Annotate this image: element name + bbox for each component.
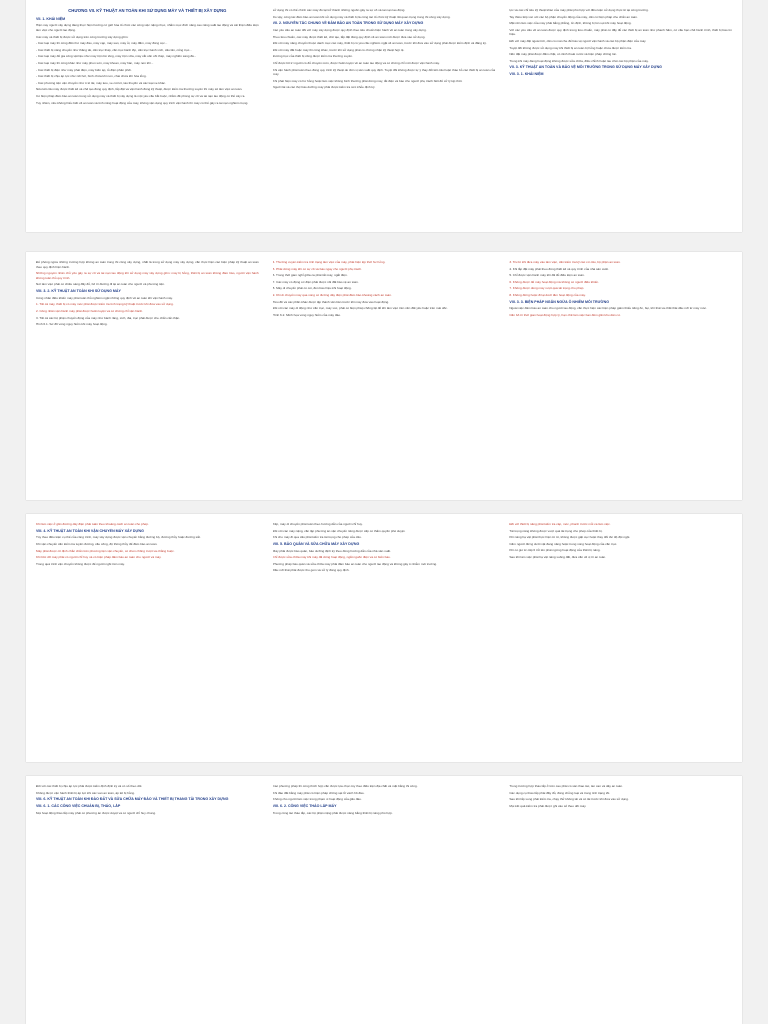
paragraph: Tuy nhiên, nếu không hiểu biết về an toàn và tính năng hoạt động của máy, không vận dụng quy trình vận hành thì máy có thể gây ra tai nạn nghiêm trọng. — [36, 100, 249, 105]
paragraph: Các yêu cầu an toàn đối với máy xây dựng được quy định theo tiêu chuẩn hiện hành về an toàn trong xây dựng. — [272, 27, 427, 32]
paragraph: Phương pháp bảo quản và sửa chữa máy phải đảm bảo an toàn cho người lao động và không gây ô nhiễm môi trường. — [272, 561, 438, 566]
text-column — [509, 8, 732, 226]
text-column — [273, 260, 496, 494]
section-heading: VII. 3. KỸ THUẬT AN TOÀN VÀ BẢO VỆ MÔI TRƯỜNG TRONG SỬ DỤNG MÁY XÂY DỰNG — [509, 65, 662, 70]
chapter-title: CHƯƠNG VII. KỸ THUẬT AN TOÀN KHI SỬ DỤNG MÁY VÀ THIẾT BỊ XÂY DỰNG — [68, 8, 227, 13]
paragraph: 5. Chỉ được vận hành máy khi đã đủ điều kiện an toàn. — [509, 273, 585, 278]
paragraph: Không cho người làm việc trong phạm vi hoạt động của gầu đào. — [272, 797, 362, 802]
section-heading: VII. 1. KHÁI NIỆM — [36, 16, 66, 21]
paragraph: Các dụng cụ tháo lắp phải đầy đủ, đúng chủng loại và trong tình trạng tốt. — [509, 790, 611, 795]
section-heading: VIII. 3. 2. KỸ THUẬT AN TOÀN KHI SỬ DỤNG MÁY — [36, 288, 121, 293]
paragraph: Máy phải được cố định chắc chắn trên phương tiện vận chuyển, có chèn chống trượt và chằng buộc. — [36, 548, 175, 553]
paragraph: Khi nâng hạ vật phải thực hiện từ từ, không được giật cục hoặc thay đổi tốc độ đột ngột. — [509, 535, 631, 540]
paragraph: - Các thiết bị nâng chuyển như thăng tải, cần trục tháp, cần trục bánh lốp, cần trục bánh xích, cầu lăn, cổng trục... — [36, 47, 192, 52]
paragraph: 6. Không được để máy hoạt động mà không có người điều khiển. — [509, 279, 600, 284]
paragraph: Các phương pháp thi công thích hợp cần được lựa chọn tùy theo điều kiện địa chất và mặt bằng thi công. — [272, 784, 418, 788]
paragraph: 3. Tất cả các bộ phận chuyển động của máy như bánh răng, xích, đai, trục phải được che chắn cẩn thận. — [36, 315, 181, 320]
text-column — [36, 784, 259, 1018]
section-heading: VIII. 3. 3. BIỆN PHÁP NGĂN NGỪA Ô NHIỄM MÔI TRƯỜNG — [509, 299, 610, 304]
paragraph: Nền đặt máy phải được đầm chặt, có rãnh thoát nước và biện pháp chống lún. — [509, 52, 618, 57]
page-columns — [36, 8, 732, 226]
paragraph: Sau khi làm việc phải hạ vật nâng xuống đất, đưa cần về vị trí an toàn. — [509, 554, 606, 559]
page-columns — [36, 784, 732, 1018]
paragraph: 9. Khi di chuyển máy qua vùng có đường dây điện phải đảm bảo khoảng cách an toàn. — [272, 292, 392, 297]
paragraph: sử dụng thì có thể chính các máy đó lại trở thành những nguồn gây ra sự cố và tai nạn lao động. — [272, 8, 406, 12]
paragraph: Khi vận hành phải tuân theo đúng quy trình kỹ thuật do đơn vị sản xuất quy định. Tuyệt đối không được tự ý thay đổi kết cấu hoặc tháo bỏ các thiết bị an toàn của máy. — [272, 67, 496, 77]
paragraph: 7. Không được dùng máy vượt quá tải trọng cho phép. — [509, 286, 585, 291]
paragraph: 5. Phải dừng máy khi có sự cố và báo ngay cho người phụ trách. — [272, 266, 362, 271]
text-column — [273, 784, 496, 1018]
paragraph: Mọi kết quả kiểm tra phải được ghi vào sổ theo dõi máy. — [509, 803, 587, 808]
paragraph: Mọi hoạt động tháo lắp máy phải có phương án được duyệt và có người chỉ huy chung. — [36, 810, 156, 815]
paragraph: Với các yêu cầu về an toàn được quy định trong tiêu chuẩn, máy phải có đầy đủ các thiết bị an toàn như phanh hãm, cơ cấu hạn chế hành trình, thiết bị báo tín hiệu. — [509, 27, 732, 37]
paragraph: 4. Thường xuyên kiểm tra tình trạng làm việc của máy, phát hiện kịp thời hư hỏng. — [272, 260, 386, 264]
text-column — [36, 8, 259, 226]
paragraph: Xếp, máy di chuyển phải tuân theo hướng dẫn của người chỉ huy. — [272, 522, 363, 526]
paragraph: Cấm người đứng dưới vật đang nâng hoặc trong vùng hoạt động của cần trục. — [509, 541, 618, 546]
paragraph: Chỉ được bố trí người có đủ chuyên môn, được huấn luyện về an toàn lao động và có chứng chỉ mới được vận hành máy. — [272, 60, 440, 65]
paragraph: Tùy theo điều kiện cụ thể của công trình, máy xây dựng được vận chuyển bằng đường bộ, đường thủy hoặc đường sắt. — [36, 535, 201, 540]
paragraph: - Các thiết bị chịu áp lực như nồi hơi, bình chứa khí nén, chai chứa khí hóa lỏng. — [36, 74, 147, 79]
paragraph: Đối với các thiết bị chịu áp lực phải được kiểm định định kỳ và có sổ theo dõi. — [36, 784, 143, 788]
section-heading: VII. 2. NGUYÊN TẮC CHUNG VỀ ĐẢM BẢO AN TOÀN TRONG SỬ DỤNG MÁY XÂY DỰNG — [272, 21, 424, 26]
paragraph: 6. Trong thời gian nghỉ giữa ca phải tắt máy, ngắt điện. — [272, 273, 348, 278]
paragraph: Tay thiêu tiếp xúc với các bộ phận chuyển động của máy, cần có biện pháp che chắn an toàn. — [509, 14, 638, 19]
page-columns — [36, 522, 732, 756]
document-page-1 — [26, 0, 742, 232]
paragraph: 8. Không đứng hoặc đi lại dưới tầm hoạt động của máy. — [509, 292, 586, 297]
document-page-4 — [26, 776, 742, 1024]
paragraph: Nếu kết cấu máy được thiết kế và chế tạo đúng quy định, lắp đặt và vận hành đúng kỹ thuật, được kiểm tra thường xuyên thì máy sẽ làm việc an toàn. — [36, 87, 243, 92]
page-columns — [36, 260, 732, 494]
paragraph: 2. Công nhân vận hành máy phải được huấn luyện và có chứng chỉ vận hành. — [36, 308, 143, 313]
paragraph: Máy phải được bảo quản, bảo dưỡng định kỳ theo đúng hướng dẫn của nhà sản xuất. — [272, 548, 391, 553]
text-column — [273, 8, 496, 226]
paragraph: Công nhân điều khiển máy phải tuân thủ nghiêm ngặt những quy định về an toàn khi vận hành máy. — [36, 295, 173, 300]
section-heading: VIII. 4. KỸ THUẬT AN TOÀN KHI VẬN CHUYỂN MÁY XÂY DỰNG — [36, 528, 144, 533]
paragraph: Ngoài việc đảm bảo an toàn cho người lao động, cần thực hiện các biện pháp giảm thiểu tiếng ồn, bụi, khí thải và chất thải dầu mỡ từ máy móc. — [509, 306, 707, 311]
paragraph: Tiêu đề và các phần khác được lập thành văn bản trước khi máy đưa vào hoạt động. — [272, 299, 390, 304]
section-heading: VIII. 6. 1. CÁC CÔNG VIỆC CHUẨN BỊ, THÁO, LẮP — [36, 803, 121, 808]
paragraph: Đường trục của thiết bị cũng được kiểm tra thường xuyên. — [272, 54, 353, 59]
paragraph: Dầu mỡ thải phải được thu gom và xử lý đúng quy định. — [272, 568, 350, 573]
paragraph: Đối với các máy di động như cần trục, máy xúc, phải có biện pháp chống lật đổ khi làm việc trên nền đất yếu hoặc trên mái dốc. — [272, 306, 448, 311]
paragraph: Theo tiêu chuẩn, các máy được thiết kế, chế tạo, lắp đặt đúng quy định về an toàn mới được đưa vào sử dụng. — [272, 34, 426, 39]
section-heading: VIII. 6. KỸ THUẬT AN TOÀN KHI ĐÀO ĐẤT VÀ SỬA CHỮA MÁY ĐÀO VÀ THIẾT BỊ THANG TẢI TRONG XÂY DỰNG — [36, 797, 229, 802]
section-heading: VIII. 6. 2. CÔNG VIỆC THÁO LẮP MÁY — [272, 803, 337, 808]
section-heading: VIII. 5. BẢO QUẢN VÀ SỬA CHỮA MÁY XÂY DỰNG — [272, 541, 360, 546]
paragraph: Nơi làm việc phải có chiếu sáng đầy đủ, bố trí đường đi lại an toàn cho người và phương tiện. — [36, 282, 165, 287]
paragraph: - Các loại máy thi công khác như máy phun sơn, máy khoan, máy hàn, máy nén khí... — [36, 60, 154, 65]
text-column — [36, 260, 259, 494]
paragraph: 8. Máy di chuyển phải có còi, đèn báo hiệu khi hoạt động. — [272, 286, 352, 291]
paragraph: Có biện pháp đảm bảo an toàn trong sử dụng máy và thiết bị xây dựng là một yêu cầu bắt buộc, nhằm đề phòng sự cố và tai nạn lao động có thể xảy ra. — [36, 93, 246, 98]
paragraph: Cần bố trí thời gian hoạt động hợp lý, hạn chế làm việc ban đêm gần khu dân cư. — [509, 312, 621, 317]
text-column — [273, 522, 496, 756]
paragraph: Sau khi lắp xong phải kiểm tra, chạy thử không tải và có tải trước khi đưa vào sử dụng. — [509, 797, 629, 802]
paragraph: Do vậy, công tác đảm bảo an toàn khi sử dụng máy và thiết bị là công tác tổ chức kỹ thuật rất quan trọng trong thi công xây dựng. — [272, 14, 451, 19]
paragraph: Trong khi máy đang hoạt động không được sửa chữa, điều chỉnh hoặc lau chùi các bộ phận của máy. — [509, 58, 649, 63]
paragraph: - Các thiết bị điện như máy phát điện, máy biến áp, tủ điện phân phối. — [36, 67, 132, 72]
paragraph: Khi cho máy đi qua cầu phải kiểm tra tải trọng cho phép của cầu. — [272, 535, 362, 540]
paragraph: Tuyệt đối không được sử dụng máy khi thiết bị an toàn bị hỏng hoặc chưa được kiểm tra. — [509, 45, 632, 50]
paragraph: 3. Trước khi đưa máy vào làm việc, cần kiểm tra kỹ các cơ cấu, bộ phận an toàn. — [509, 260, 621, 264]
paragraph: Các máy và thiết bị được sử dụng trên công trường xây dựng gồm: — [36, 34, 129, 39]
paragraph: Khi làm việc ở gần đường dây điện phải tuân theo khoảng cách an toàn cho phép. — [36, 522, 149, 526]
paragraph: Người lái và các thợ bảo dưỡng máy phải được kiểm tra sức khỏe định kỳ. — [272, 85, 376, 90]
paragraph: Chỉ được sửa chữa máy khi máy đã dừng hoạt động, ngắt nguồn điện và có biển báo. — [272, 555, 391, 560]
paragraph: - Các loại máy để gia công vật liệu như máy trộn bê tông, máy trộn vữa, máy cắt uốn cốt thép, máy nghiền sàng đá... — [36, 54, 197, 59]
text-column — [509, 522, 732, 756]
text-column — [36, 522, 259, 756]
paragraph: Đối với máy nâng chuyển thuộc danh mục các máy, thiết bị có yêu cầu nghiêm ngặt về an toàn, trước khi đưa vào sử dụng phải được kiểm định và đăng ký. — [272, 41, 487, 46]
paragraph: Không được vận hành thiết bị áp lực khi các van an toàn, áp kế bị hỏng. — [36, 790, 135, 795]
text-column — [509, 260, 732, 494]
paragraph: Hình 6.1. Sơ đồ vùng nguy hiểm khi máy hoạt động. — [36, 322, 108, 327]
section-heading: VIII. 3. 1. KHÁI NIỆM — [509, 72, 544, 77]
paragraph: Đối với các máy nặng, cần lập phương án vận chuyển riêng được cấp có thẩm quyền phê duyệt. — [272, 528, 406, 533]
paragraph: Hình 6.2. Minh họa vùng nguy hiểm của máy đào. — [272, 312, 341, 317]
paragraph: Trong quá trình vận chuyển không được để người ngồi trên máy. — [36, 561, 125, 566]
paragraph: Trong công tác tháo lắp, các bộ phận nặng phải được nâng bằng thiết bị nâng phù hợp. — [272, 810, 393, 815]
paragraph: Đối với máy đặt ngoài trời, cần có mái che để bảo vệ người vận hành và các bộ phận điện của máy. — [509, 38, 647, 43]
paragraph: Mặt nền làm việc của máy phải bằng phẳng, ổn định, không bị lún sụt khi máy hoạt động. — [509, 21, 632, 26]
paragraph: Khi vận chuyển cần kiểm tra tuyến đường, cầu cống, độ thông thủy để đảm bảo an toàn. — [36, 541, 158, 546]
paragraph: Những nguyên nhân chủ yếu gây ra sự cố và tai nạn lao động khi sử dụng máy xây dựng gồm: máy bị hỏng, thiết bị an toàn không đảm bảo, người vận hành không tuân thủ quy trình. — [36, 271, 259, 280]
paragraph: - Các loại máy thi công đất như máy đào, máy cạp, máy san, máy ủi, máy đầm, máy đóng cọc... — [36, 41, 168, 46]
paragraph: Tải trọng nâng không được vượt quá tải trọng cho phép của thiết bị. — [509, 528, 603, 533]
paragraph: - Các phương tiện vận chuyển như ô tô tải, máy kéo, xe cút kít, tàu thuyền và các loại xe khác. — [36, 80, 166, 85]
paragraph: 4. Khi lắp đặt máy phải theo đúng thiết kế và quy trình của nhà sản xuất. — [509, 266, 609, 271]
paragraph: Để phòng ngừa những trường hợp không an toàn trong thi công xây dựng, nhất là trong sử dụng máy xây dựng, cần thực hiện các biện pháp kỹ thuật an toàn theo quy định hiện hành. — [36, 260, 259, 269]
text-column — [509, 784, 732, 1018]
paragraph: Khi đào đất bằng máy phải có biện pháp chống sạt lở vách hố đào. — [272, 790, 365, 795]
paragraph: Đối với thiết bị nâng phải kiểm tra cáp, móc, phanh trước mỗi ca làm việc. — [509, 522, 611, 526]
document-page-3 — [26, 514, 742, 762]
paragraph: Khi bốc dỡ máy phải có người chỉ huy và có biện pháp đảm bảo an toàn cho người và máy. — [36, 555, 162, 560]
paragraph: 7. Các máy có động cơ điện phải được nối đất bảo vệ an toàn. — [272, 279, 359, 284]
document-page-2 — [26, 252, 742, 500]
paragraph: 1. Tất cả máy, thiết bị có máy móc phải được kiểm tra tình trạng kỹ thuật trước khi đưa vào sử dụng. — [36, 302, 174, 307]
paragraph: Hiện nay người xây dựng đang thực hiện hướng cơ giới hóa tổ chức các công việc nặng nhọc, nhằm mục đích nâng cao năng suất lao động và cải thiện điều kiện làm việc cho người lao động. — [36, 23, 259, 32]
paragraph: Khi phát hiện máy có hư hỏng hoặc làm việc không bình thường phải dừng máy, tắt điện và báo cho người phụ trách biết để xử lý kịp thời. — [272, 78, 463, 83]
paragraph: Trong trường hợp tháo lắp ở trên cao phải có sàn thao tác, lan can và dây an toàn. — [509, 784, 623, 788]
paragraph: Đối với máy đất hoặc máy thi công khác, trước khi sử dụng phải có chứng nhận kỹ thuật hợp lệ. — [272, 47, 405, 52]
paragraph: Khi có gió từ cấp 6 trở lên phải ngừng hoạt động của thiết bị nâng. — [509, 548, 601, 553]
paragraph: lực và các chỉ tiêu kỹ thuật khác của máy phải phù hợp với điều kiện sử dụng thực tế tại công trường. — [509, 8, 649, 12]
